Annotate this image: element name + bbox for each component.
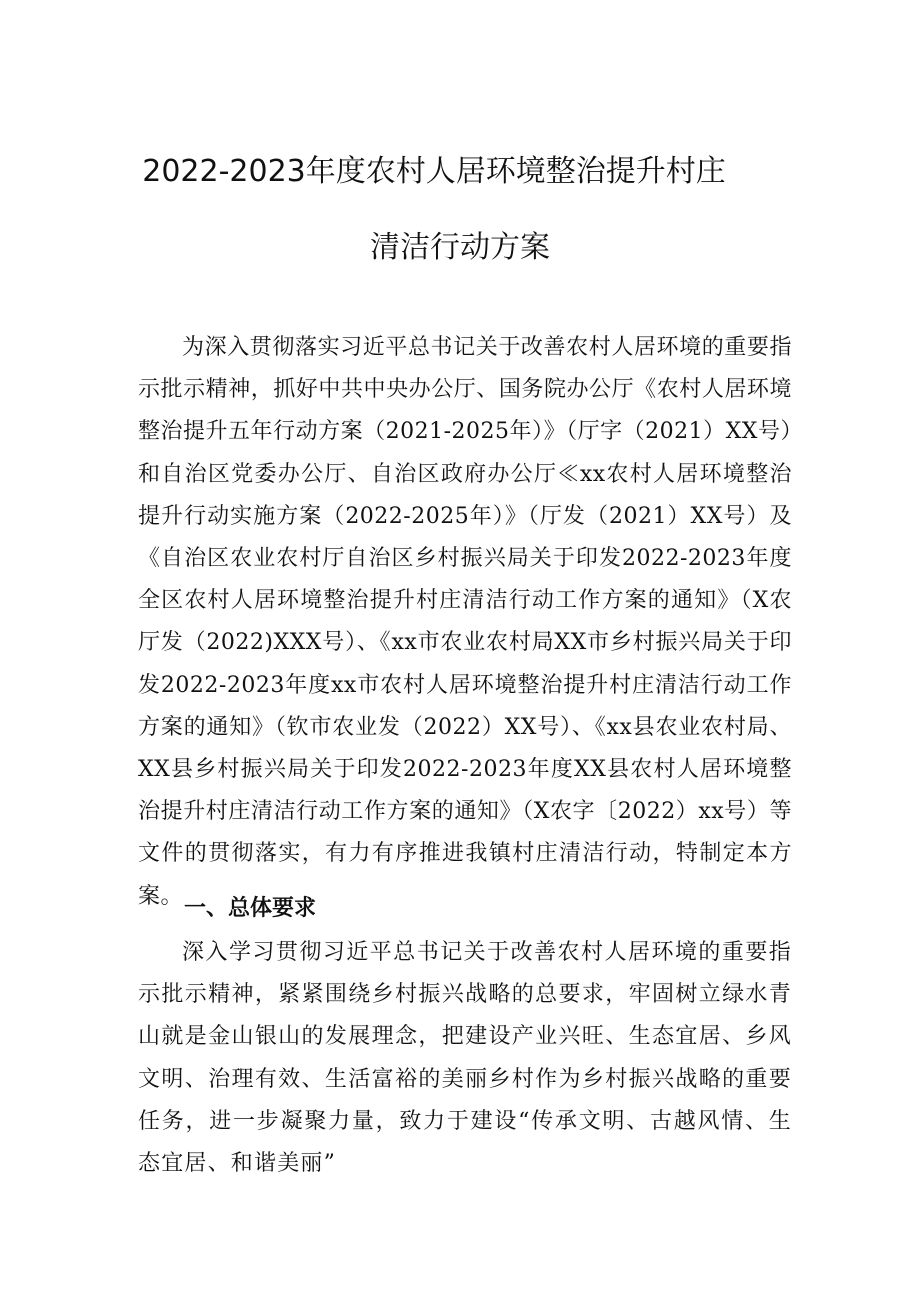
intro-paragraph: 为深入贯彻落实习近平总书记关于改善农村人居环境的重要指示批示精神，抓好中共中央办公厅、国务院办公厅《农村人居环境整治提升五年行动方案（2021-2025年）》（厅字（2021）XX号）和自治区党委办公厅、自治区政府办公厅≪xx农村人居环境整治提升行动实施方案（2022-2025年）》（厅发（2021）XX号）及《自治区农业农村厅自治区乡村振兴局关于印发2022-2023年度全区农村人居环境整治提升村庄清洁行动工作方案的通知》（X农厅发（2022)XXX号）、《xx市农业农村局XX市乡村振兴局关于印发2022-2023年度xx市农村人居环境整治提升村庄清洁行动工作方案的通知》（钦市农业发（2022）XX号）、《xx县农业农村局、XX县乡村振兴局关于印发2022-2023年度XX县农村人居环境整治提升村庄清洁行动工作方案的通知》（X农字〔2022）xx号）等文件的贯彻落实，有力有序推进我镇村庄清洁行动，特制定本方案。 bbox=[138, 335, 792, 909]
section-heading-general-requirements: 一、总体要求 bbox=[184, 896, 317, 921]
document-title-line-1: 2022-2023年度农村人居环境整治提升村庄 bbox=[142, 154, 726, 189]
document-title-line-2: 清洁行动方案 bbox=[370, 230, 550, 265]
section1-paragraph-block bbox=[138, 932, 792, 1185]
section1-paragraph: 深入学习贯彻习近平总书记关于改善农村人居环境的重要指示批示精神，紧紧围绕乡村振兴战略的总要求，牢固树立绿水青山就是金山银山的发展理念，把建设产业兴旺、生态宜居、乡风文明、治理有效、生活富裕的美丽乡村作为乡村振兴战略的重要任务，进一步凝聚力量，致力于建设“传承文明、古越风情、生态宜居、和谐美丽” bbox=[138, 940, 792, 1177]
intro-paragraph-block bbox=[138, 327, 792, 918]
